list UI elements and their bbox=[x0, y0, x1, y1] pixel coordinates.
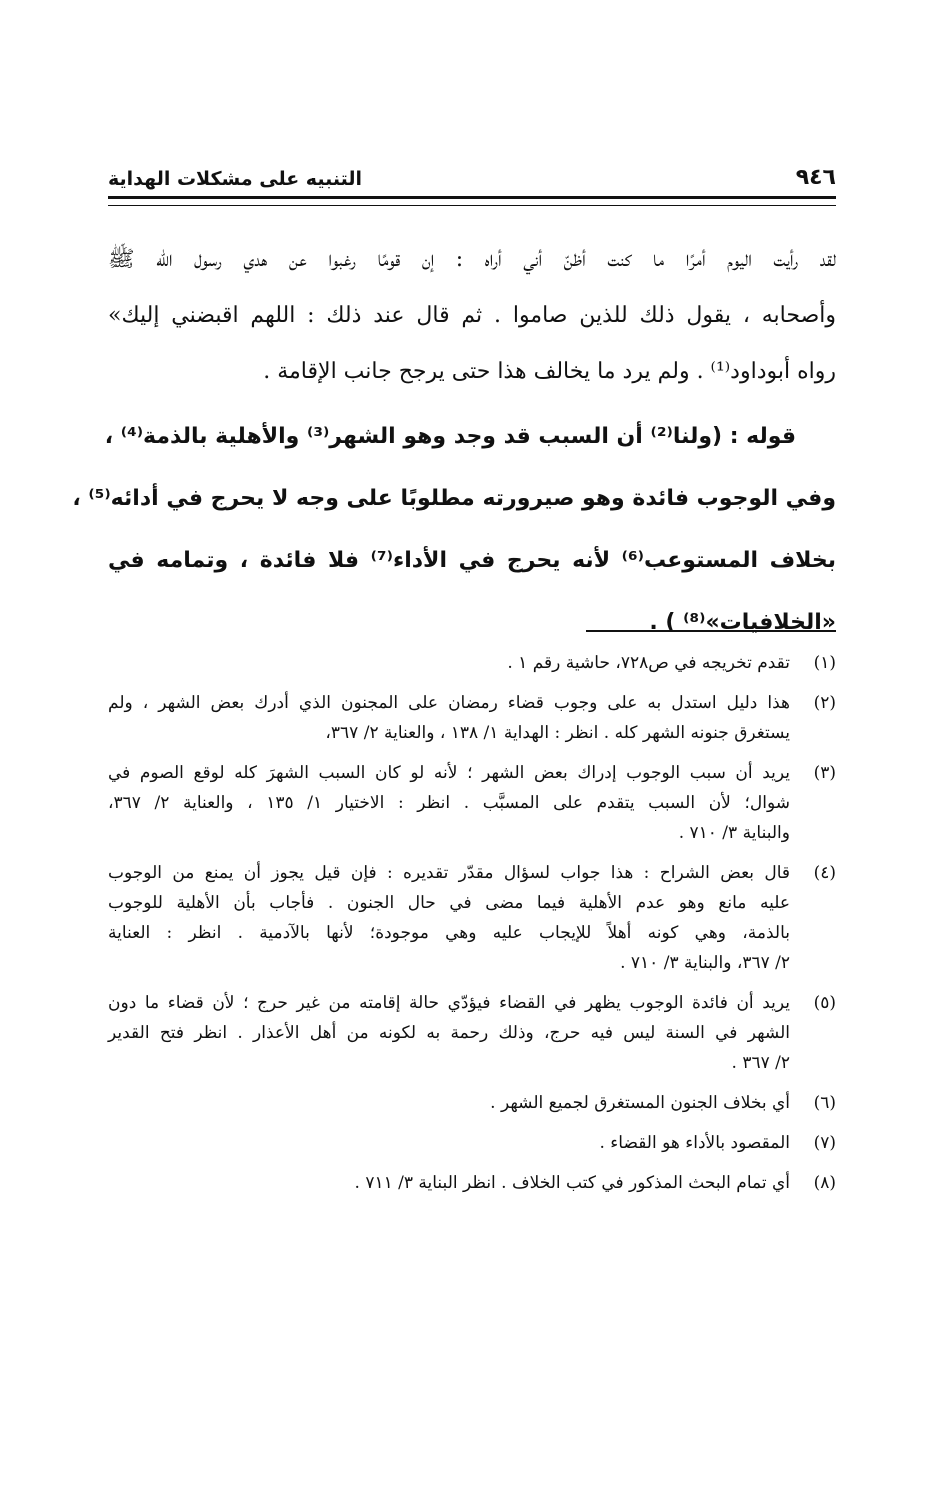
footnote-number: (٢) bbox=[813, 693, 836, 713]
footnote-line: يريد أن فائدة الوجوب يظهر في القضاء فيؤدّي حالة إقامته من غير حرج ؛ لأن قضاء ما دون bbox=[108, 993, 790, 1013]
body-line: وأصحابه ، يقول ذلك للذين صاموا . ثم قال عند ذلك : اللهم اقبضني إليك» bbox=[108, 303, 836, 328]
footnote-4 bbox=[108, 858, 836, 978]
footnote-6 bbox=[108, 1088, 836, 1118]
footnote-5 bbox=[108, 988, 836, 1078]
body-line: لقد رأيت اليوم أمرًا ما كنت أظنّ أني أراه : إن قومًا رغبوا عن هدي رسول الله ﷺ bbox=[108, 247, 836, 272]
quoted-line: قوله : (ولنا⁽²⁾ أن السبب قد وجد وهو الشهر⁽³⁾ والأهلية بالذمة⁽⁴⁾ ، bbox=[104, 424, 796, 449]
header-double-rule bbox=[108, 196, 836, 206]
footnote-line: أي تمام البحث المذكور في كتب الخلاف . انظر البناية ٣/ ٧١١ . bbox=[354, 1173, 790, 1193]
footnote-line: عليه مانع وهو عدم الأهلية فيما مضى في حال الجنون . فأجاب بأن الأهلية للوجوب bbox=[108, 893, 790, 913]
footnote-line: الشهر في السنة ليس فيه حرج، وذلك رحمة به لكونه من أهل الأعذار . انظر فتح القدير bbox=[108, 1023, 790, 1043]
footnote-line: قال بعض الشراح : هذا جواب لسؤال مقدّر تقديره : فإن قيل يجوز أن يمنع من الوجوب bbox=[108, 863, 790, 883]
footnote-text bbox=[108, 688, 790, 748]
footnote-1 bbox=[108, 648, 836, 678]
footnote-line: أي بخلاف الجنون المستغرق لجميع الشهر . bbox=[490, 1093, 790, 1113]
main-text bbox=[72, 232, 836, 654]
footnote-number: (٣) bbox=[813, 763, 836, 783]
footnote-3 bbox=[108, 758, 836, 848]
footnote-line: يريد أن سبب الوجوب إدراك بعض الشهر ؛ لأنه لو كان السبب الشهرَ كله لوقع الصوم في bbox=[108, 763, 790, 783]
running-header bbox=[108, 150, 836, 190]
footnote-number: (٤) bbox=[813, 863, 836, 883]
running-title: التنبيه على مشكلات الهداية bbox=[108, 168, 362, 190]
footnote-number: (٦) bbox=[813, 1093, 836, 1113]
footnote-line: بالذمة، وهي كونه أهلاً للإيجاب عليه وهي موجودة؛ لأنها بالآدمية . انظر : العناية bbox=[108, 923, 790, 943]
footnote-7 bbox=[108, 1128, 836, 1158]
footnote-text bbox=[108, 758, 790, 848]
footnote-separator bbox=[586, 630, 836, 632]
footnote-text bbox=[108, 988, 790, 1078]
footnote-line: شوال؛ لأن السبب يتقدم على المسبَّب . انظر : الاختيار ١/ ١٣٥ ، والعناية ٢/ ٣٦٧، bbox=[108, 793, 790, 813]
footnote-text bbox=[108, 1128, 790, 1158]
footnote-number: (٨) bbox=[813, 1173, 836, 1193]
footnote-number: (١) bbox=[813, 653, 836, 673]
footnotes bbox=[108, 648, 836, 1208]
footnote-number: (٥) bbox=[813, 993, 836, 1013]
footnote-2 bbox=[108, 688, 836, 748]
footnote-text bbox=[108, 1168, 790, 1198]
footnote-line: ٢/ ٣٦٧ . bbox=[731, 1053, 790, 1073]
footnote-line: يستغرق جنونه الشهر كله . انظر : الهداية ١/ ١٣٨ ، والعناية ٢/ ٣٦٧، bbox=[325, 723, 790, 743]
page-number: ٩٤٦ bbox=[795, 165, 836, 190]
footnote-line: ٢/ ٣٦٧، والبناية ٣/ ٧١٠ . bbox=[620, 953, 790, 973]
footnote-line: المقصود بالأداء هو القضاء . bbox=[599, 1133, 790, 1153]
quoted-line: بخلاف المستوعب⁽⁶⁾ لأنه يحرج في الأداء⁽⁷⁾ فلا فائدة ، وتمامه في bbox=[108, 548, 836, 573]
footnote-number: (٧) bbox=[813, 1133, 836, 1153]
footnote-8 bbox=[108, 1168, 836, 1198]
footnote-text bbox=[108, 858, 790, 978]
footnote-line: تقدم تخريجه في ص٧٢٨، حاشية رقم ١ . bbox=[507, 653, 790, 673]
footnote-text bbox=[108, 648, 790, 678]
body-line: رواه أبوداود⁽¹⁾ . ولم يرد ما يخالف هذا حتى يرجح جانب الإقامة . bbox=[263, 359, 836, 384]
quoted-line: «الخلافيات»⁽⁸⁾ ) . bbox=[649, 610, 836, 635]
quoted-passage bbox=[72, 406, 836, 654]
footnote-line: والبناية ٣/ ٧١٠ . bbox=[678, 823, 790, 843]
footnote-text bbox=[108, 1088, 790, 1118]
footnote-line: هذا دليل استدل به على وجوب قضاء رمضان على المجنون الذي أدرك بعض الشهر ، ولم bbox=[108, 693, 790, 713]
quoted-line: وفي الوجوب فائدة وهو صيرورته مطلوبًا على وجه لا يحرج في أدائه⁽⁵⁾ ، bbox=[72, 486, 836, 511]
